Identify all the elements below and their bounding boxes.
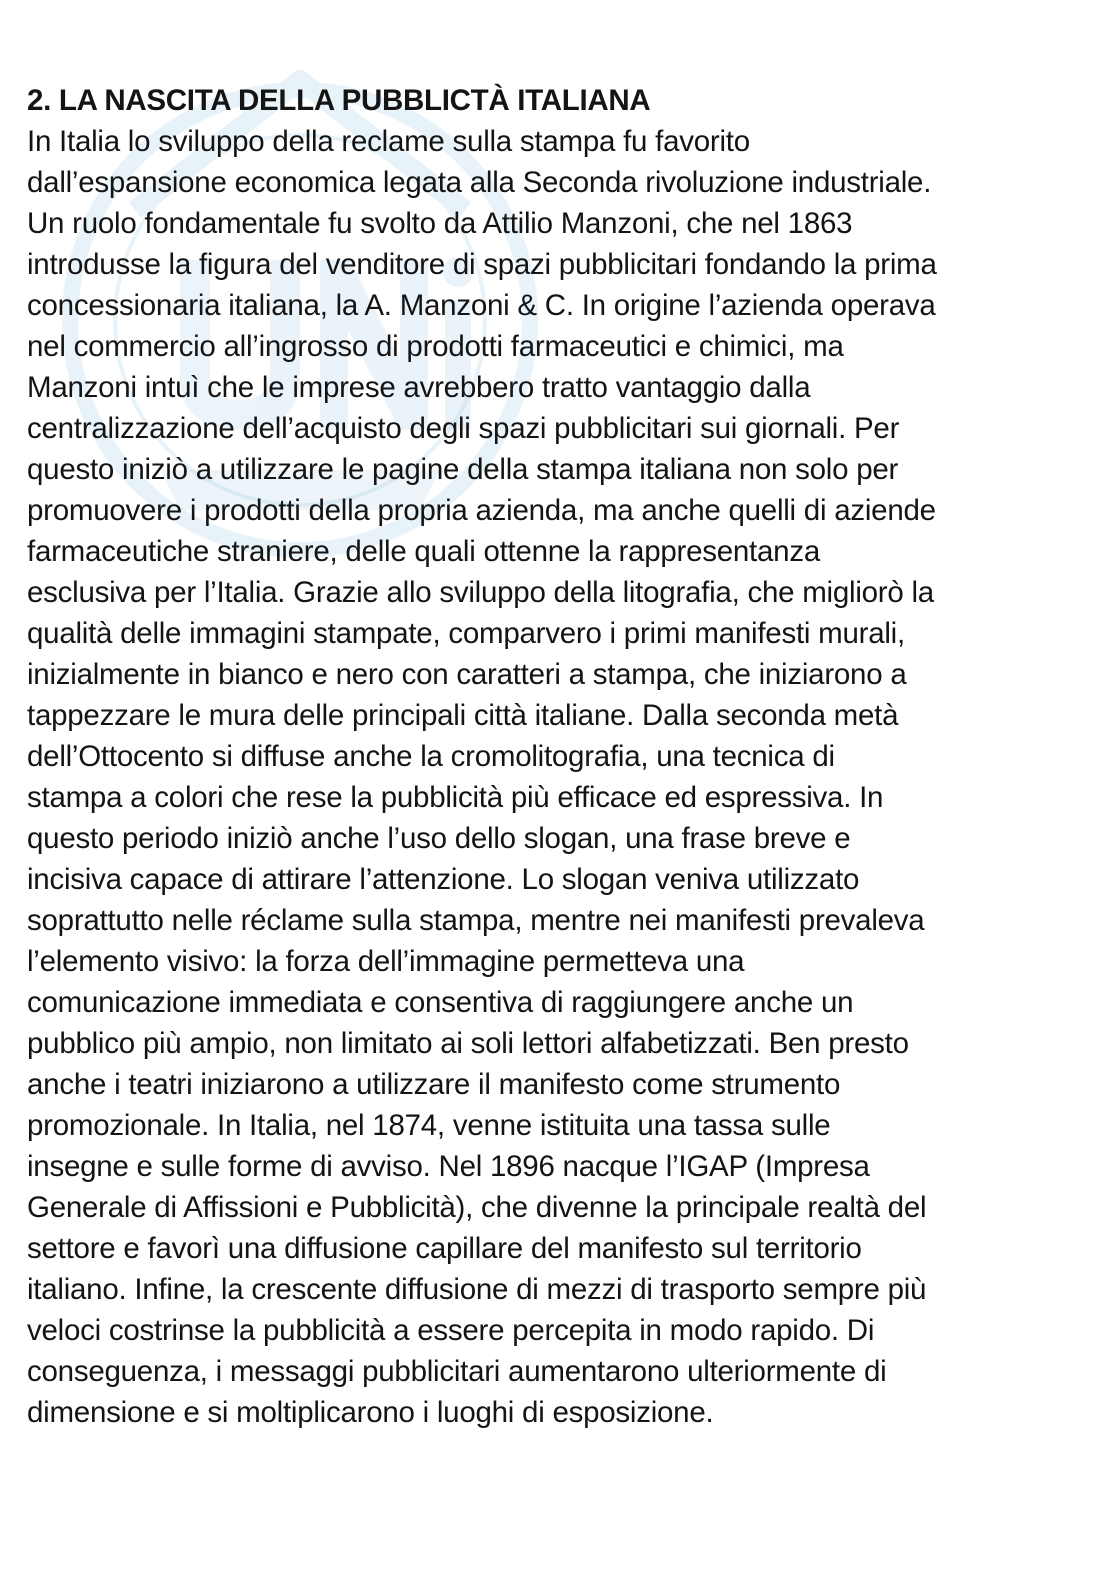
text-line: Manzoni intuì che le imprese avrebbero tratto vantaggio dalla — [27, 371, 811, 404]
text-line: farmaceutiche straniere, delle quali ottenne la rappresentanza — [27, 535, 820, 568]
text-line: insegne e sulle forme di avviso. Nel 1896 nacque l’IGAP (Impresa — [27, 1150, 870, 1183]
text-line: comunicazione immediata e consentiva di raggiungere anche un — [27, 986, 854, 1019]
text-line: Generale di Affissioni e Pubblicità), che divenne la principale realtà del — [27, 1191, 927, 1224]
text-line: italiano. Infine, la crescente diffusione di mezzi di trasporto sempre più — [27, 1273, 927, 1306]
text-line: concessionaria italiana, la A. Manzoni & C. In origine l’azienda operava — [27, 289, 936, 322]
text-line: tappezzare le mura delle principali città italiane. Dalla seconda metà — [27, 699, 899, 732]
text-line: pubblico più ampio, non limitato ai soli lettori alfabetizzati. Ben presto — [27, 1027, 909, 1060]
text-line: promuovere i prodotti della propria azienda, ma anche quelli di aziende — [27, 494, 936, 527]
text-line: Un ruolo fondamentale fu svolto da Attilio Manzoni, che nel 1863 — [27, 207, 853, 240]
text-line: In Italia lo sviluppo della reclame sulla stampa fu favorito — [27, 125, 750, 158]
text-line: incisiva capace di attirare l’attenzione. Lo slogan veniva utilizzato — [27, 863, 860, 896]
text-line: soprattutto nelle réclame sulla stampa, mentre nei manifesti prevaleva — [27, 904, 925, 937]
text-line: veloci costrinse la pubblicità a essere percepita in modo rapido. Di — [27, 1314, 875, 1347]
text-line: promozionale. In Italia, nel 1874, venne istituita una tassa sulle — [27, 1109, 831, 1142]
text-line: anche i teatri iniziarono a utilizzare il manifesto come strumento — [27, 1068, 841, 1101]
text-line: inizialmente in bianco e nero con caratteri a stampa, che iniziarono a — [27, 658, 907, 691]
text-line: dall’espansione economica legata alla Seconda rivoluzione industriale. — [27, 166, 932, 199]
text-line: qualità delle immagini stampate, comparvero i primi manifesti murali, — [27, 617, 905, 650]
text-line: questo iniziò a utilizzare le pagine della stampa italiana non solo per — [27, 453, 899, 486]
text-line: introdusse la figura del venditore di spazi pubblicitari fondando la prima — [27, 248, 937, 281]
text-line: centralizzazione dell’acquisto degli spazi pubblicitari sui giornali. Per — [27, 412, 900, 445]
section-heading: 2. LA NASCITA DELLA PUBBLICTÀ ITALIANA — [27, 84, 651, 117]
text-line: l’elemento visivo: la forza dell’immagine permetteva una — [27, 945, 745, 978]
text-line: dell’Ottocento si diffuse anche la cromolitografia, una tecnica di — [27, 740, 835, 773]
text-line: questo periodo iniziò anche l’uso dello slogan, una frase breve e — [27, 822, 851, 855]
document-content — [27, 80, 1087, 1433]
text-line: settore e favorì una diffusione capillare del manifesto sul territorio — [27, 1232, 862, 1265]
text-line: esclusiva per l’Italia. Grazie allo sviluppo della litografia, che migliorò la — [27, 576, 934, 609]
text-line: nel commercio all’ingrosso di prodotti farmaceutici e chimici, ma — [27, 330, 844, 363]
text-line: dimensione e si moltiplicarono i luoghi di esposizione. — [27, 1396, 714, 1429]
body-paragraph — [27, 121, 1087, 1433]
text-line: conseguenza, i messaggi pubblicitari aumentarono ulteriormente di — [27, 1355, 887, 1388]
text-line: stampa a colori che rese la pubblicità più efficace ed espressiva. In — [27, 781, 884, 814]
